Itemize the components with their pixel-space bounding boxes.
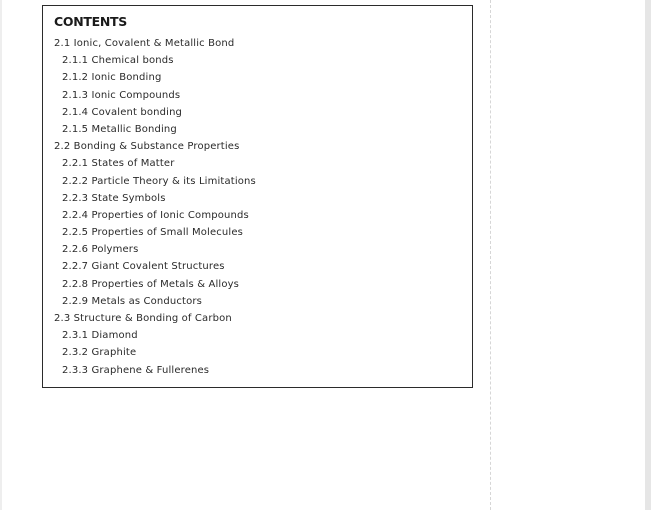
- toc-link-2-2-1[interactable]: 2.2.1 States of Matter: [62, 158, 175, 170]
- toc-link-2-2-7[interactable]: 2.2.7 Giant Covalent Structures: [62, 261, 225, 273]
- toc-link-2-3-1[interactable]: 2.3.1 Diamond: [62, 330, 138, 342]
- scroll-gutter[interactable]: [645, 0, 651, 510]
- toc-title: CONTENTS: [54, 14, 127, 29]
- toc-list: [43, 35, 256, 379]
- toc-link-2-1-3[interactable]: 2.1.3 Ionic Compounds: [62, 89, 181, 101]
- toc-link-2-2[interactable]: 2.2 Bonding & Substance Properties: [54, 141, 240, 153]
- toc-link-2-1-5[interactable]: 2.1.5 Metallic Bonding: [62, 123, 177, 135]
- table-of-contents: [42, 5, 473, 388]
- toc-link-2-1-2[interactable]: 2.1.2 Ionic Bonding: [62, 72, 162, 84]
- toc-link-2-3-2[interactable]: 2.3.2 Graphite: [62, 347, 137, 359]
- toc-link-2-1-1[interactable]: 2.1.1 Chemical bonds: [62, 55, 174, 67]
- toc-link-2-2-3[interactable]: 2.2.3 State Symbols: [62, 192, 166, 204]
- toc-link-2-2-5[interactable]: 2.2.5 Properties of Small Molecules: [62, 227, 244, 239]
- toc-link-2-2-6[interactable]: 2.2.6 Polymers: [62, 244, 139, 256]
- column-guide-divider: [490, 0, 491, 510]
- toc-link-2-2-4[interactable]: 2.2.4 Properties of Ionic Compounds: [62, 209, 249, 221]
- toc-link-2-1-4[interactable]: 2.1.4 Covalent bonding: [62, 106, 183, 118]
- toc-link-2-3[interactable]: 2.3 Structure & Bonding of Carbon: [54, 313, 232, 324]
- toc-link-2-2-9[interactable]: 2.2.9 Metals as Conductors: [62, 295, 203, 307]
- toc-link-2-1[interactable]: 2.1 Ionic, Covalent & Metallic Bond: [54, 38, 235, 49]
- toc-link-2-2-8[interactable]: 2.2.8 Properties of Metals & Alloys: [62, 278, 240, 290]
- page-left-edge: [0, 0, 2, 510]
- toc-link-2-3-3[interactable]: 2.3.3 Graphene & Fullerenes: [62, 364, 210, 376]
- toc-link-2-2-2[interactable]: 2.2.2 Particle Theory & its Limitations: [62, 175, 256, 187]
